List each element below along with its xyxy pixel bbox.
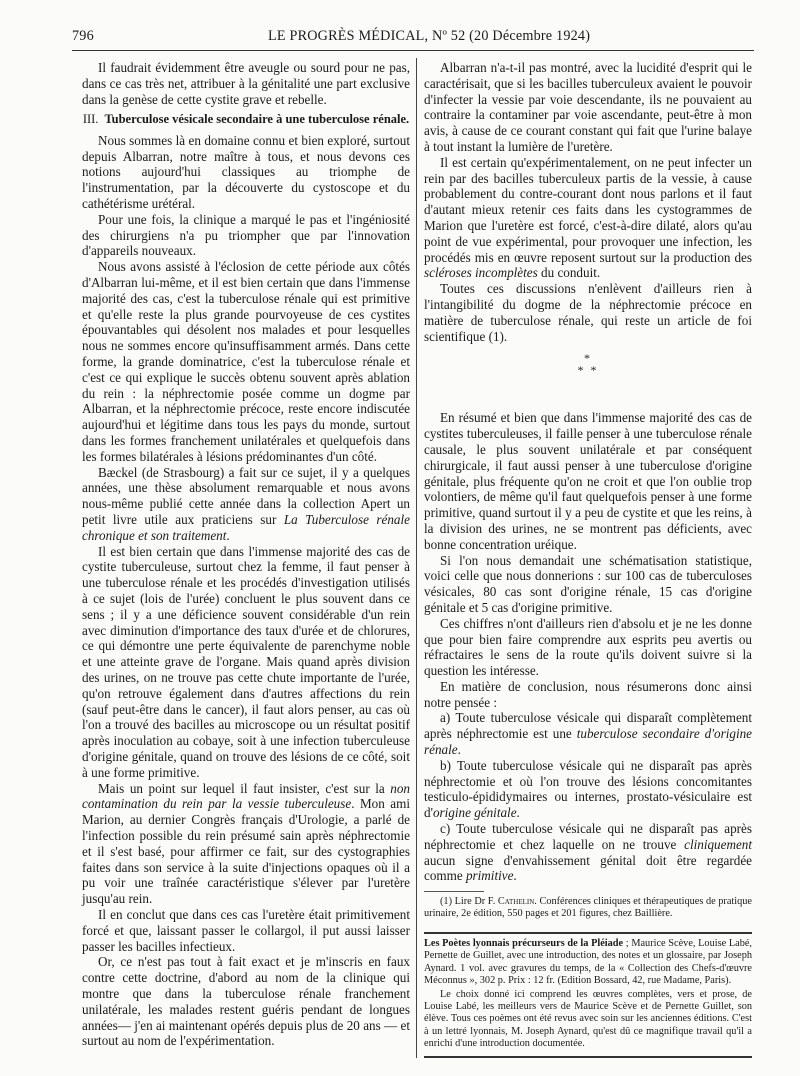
text-run: (1) Lire Dr F. [440, 896, 498, 908]
footnote [424, 896, 752, 920]
column-divider [416, 58, 417, 1058]
text-run: du conduit. [537, 265, 601, 281]
text-run: aucun signe d'envahissement génital doit être regardée comme [424, 852, 752, 884]
emphasis: origine génitale [432, 805, 517, 821]
book-review-box [424, 932, 752, 1058]
emphasis: non contamination du rein par la vessie tuberculeuse [82, 780, 410, 812]
text-run: ; Maurice Scève, Louise Labé, Pernette de Guillet, avec une introduction, des notes et un glossaire, par Joseph Aynard. 1 vol. avec gravures du temps, de la « Collection des Chefs-d'œuvre Méconnus », 302 p. Prix : 12 fr. (Edition Bossard, 42, rue Madame, Paris). [424, 938, 753, 986]
conclusion-item-a [424, 710, 752, 757]
emphasis: scléroses incomplètes [424, 265, 538, 281]
running-title: LE PROGRÈS MÉDICAL, Nº 52 (20 Décembre 1924) [268, 28, 591, 44]
author-name: Cathelin [497, 896, 535, 908]
text-run: . [457, 742, 461, 758]
conclusion-item-b [424, 758, 752, 821]
text-run: Mais un point sur lequel il faut insister, c'est sur la [98, 780, 391, 796]
book-review-entry [424, 938, 752, 987]
book-title: La Tuberculose rénale chronique et son traitement [82, 512, 410, 543]
text-run: c) Toute tuberculose vésicale qui ne disparaît pas après néphrectomie et chez laquelle on ne trouve [424, 821, 752, 852]
header-rule [72, 50, 754, 51]
paragraph: Ces chiffres n'ont d'ailleurs rien d'absolu et je ne les donne que pour bien faire comprendre aux esprits peu avertis ou réfractaires le sens de la route qu'ils doivent suivre si la question les intéresse. [424, 615, 752, 679]
text-run: b) Toute tuberculose vésicale qui ne disparaît pas après néphrectomie et où l'on trouve des lésions concomitantes testiculo-épididymaires ou internes, prostato-vésiculaire est d' [424, 757, 752, 821]
emphasis: cliniquement [684, 836, 752, 852]
paragraph [82, 781, 410, 907]
text-run: a) Toute tuberculose vésicale qui disparaît complètement après néphrectomie est une [424, 710, 752, 742]
conclusion-list [424, 710, 752, 884]
book-review-title: Les Poètes lyonnais précurseurs de la Pléiade [424, 938, 624, 950]
paragraph: Si l'on nous demandait une schématisation statistique, voici celle que nous donnerions : sur 100 cas de tuberculoses vésicales, 80 cas sont d'origine rénale, 15 cas d'origine génitale et 5 cas d'origine primitive. [424, 552, 752, 615]
paragraph: Toutes ces discussions n'enlèvent d'ailleurs rien à l'intangibilité du dogme de la néphrectomie précoce en matière de tuberculose rénale, qui reste un article de foi scientifique (1). [424, 281, 752, 344]
paragraph: En résumé et bien que dans l'immense majorité des cas de cystites tuberculeuses, il faille penser à une tuberculose rénale causale, le plus souvent unilatérale et par conséquent chirurgicale, il faut aussi penser à une tuberculose d'origine génitale, plus fréquente qu'on ne croit et que l'on oublie trop volontiers, de même qu'il faut quelquefois penser à une forme primitive, quand surtout il y a peu de cystite et que les reins, à la division des urines, ne se montrent pas déficients, avec bonne concentration uréique. [424, 410, 752, 552]
conclusion-item-c [424, 821, 752, 884]
running-header [72, 28, 752, 52]
paragraph [424, 155, 752, 281]
text-run: Bæckel (de Strasbourg) a fait sur ce sujet, il y a quelques années, une thèse absolument remarquable et nous avons nous-même publié cette année dans la collection Apert un petit livre utile aux praticiens sur [82, 464, 410, 528]
paragraph: Nous sommes là en domaine connu et bien exploré, surtout depuis Albarran, notre maître à tous, et nous devons ces notions aujourd'hui classiques au triomphe de l'instrumentation, par la découverte du cystoscope et du cathétérisme urétéral. [82, 132, 410, 212]
paragraph: En matière de conclusion, nous résumerons donc ainsi notre pensée : [424, 678, 752, 710]
emphasis: tuberculose secondaire d'origine rénale [424, 726, 752, 758]
text-run: Il est certain qu'expérimentalement, on ne peut infecter un rein par des bacilles tuberculeux partis de la vessie, à cause probablement du contre-courant dont nous parlons et il faut d'autant mieux retenir ces faits dans les cystogrammes de Marion que l'uretère est forcé, c'est-à-dire dilaté, alors qu'au point de vue expérimental, pour provoquer une infection, les procédés mis en œuvre reposent surtout sur la production des [424, 154, 752, 265]
section-heading [82, 112, 410, 127]
text-run: . [516, 805, 520, 821]
footnote-rule [424, 891, 484, 892]
paragraph: Il est bien certain que dans l'immense majorité des cas de cystite tuberculeuse, surtout chez la femme, il faut penser à une tuberculose rénale et les procédés d'investigation utilisés à ce sujet (lois de l'urée) concluent le plus souvent dans ce sens ; il y a une déficience souvent considérable d'un rein avec diminution d'importance des taux d'urée et de chlorures, ce qui démontre une perte équivalente de parenchyme noble et une atteinte grave de l'organe. Mais quand après division des urines, on ne trouve pas cette chute importante de l'urée, qu'on retrouve également dans d'autres affections du rein (sauf peut-être dans le cancer), il faut alors penser, au cas où l'on a trouvé des bacilles au microscope ou un résultat positif après inoculation au cobaye, soit à une infection tuberculeuse d'origine génitale, quand on trouve des lésions de ce côté, soit à une forme primitive. [82, 543, 410, 780]
paragraph [82, 465, 410, 544]
paragraph: Or, ce n'est pas tout à fait exact et je m'inscris en faux contre cette doctrine, d'abord au nom de la clinique qui montre que dans la tuberculose rénale franchement unilatérale, les malades restent guéris pendant de longues années— j'en ai maintenant opérés depuis plus de 20 ans — et surtout au nom de l'expérimentation. [82, 954, 410, 1049]
text-run: . Conférences cliniques et thérapeutiques de pratique urinaire, 2e édition, 550 pages et 201 figures, chez Baillière. [424, 896, 752, 920]
text-run: . [513, 868, 517, 884]
paragraph: Il faudrait évidemment être aveugle ou sourd pour ne pas, dans ce cas très net, attribuer à la génitalité une part exclusive dans la genèse de cette cystite grave et rebelle. [82, 60, 410, 107]
paragraph: Pour une fois, la clinique a marqué le pas et l'ingéniosité des chirurgiens n'a pu triompher que par l'innovation d'appareils nouveaux. [82, 211, 410, 259]
paragraph: Albarran n'a-t-il pas montré, avec la lucidité d'esprit qui le caractérisait, que si les bacilles tuberculeux avaient le pouvoir d'infecter la vessie par voie descendante, ils ne pouvaient au contraire la contaminer par voie ascendante, peut-être à mon avis, à cause de ce courant constant qui fait que l'urine balaye à tout instant la lumière de l'uretère. [424, 60, 752, 154]
page-number: 796 [72, 28, 94, 44]
section-title: Tuberculose vésicale secondaire à une tuberculose rénale. [104, 112, 410, 127]
text-run: . [226, 527, 230, 543]
text-run: . Mon ami Marion, au dernier Congrès français d'Urologie, a parlé de l'infection possible du rein présumé sain après néphrectomie et il s'est basé, pour affirmer ce fait, sur des cystographies faites dans son service à la suite d'injections opaques où il a pu voir une traînée caractéristique s'élever par l'uretère jusqu'au rein. [82, 796, 411, 907]
paragraph: Il en conclut que dans ces cas l'uretère était primitivement forcé et que, laissant passer le collargol, il put aussi laisser passer les bacilles infectieux. [82, 906, 410, 954]
emphasis: primitive [465, 868, 514, 884]
right-column [424, 60, 752, 1058]
paragraph: Nous avons assisté à l'éclosion de cette période aux côtés d'Albarran lui-même, et il est bien certain que dans l'immense majorité des cas, c'est la tuberculose rénale qui est primitive et qu'elle reste la plus grande pourvoyeuse de ces cystites épouvantables qui désolent nos malades et pour lesquelles nous ne sommes encore qu'insuffisamment armés. Dans cette forme, la grande dominatrice, c'est la tuberculose rénale et c'est ce qui explique le succès obtenu souvent après ablation du rein : la néphrectomie posée comme un dogme par Albarran, et la néphrectomie précoce, reste encore indiscutée aujourd'hui et légitime dans tous les pays du monde, surtout dans les formes franchement unilatérales et quelquefois dans les formes bilatérales à lésions prédominantes d'un côté. [82, 259, 410, 464]
book-review-text: Le choix donné ici comprend les œuvres complètes, vers et prose, de Louise Labé, les meilleurs vers de Maurice Scève et de Pernette Guillet, son élève. Tous ces poèmes ont été revus avec soin sur les anciennes éditions. C'est à un lettré lyonnais, M. Joseph Aynard, qu'est dû ce magnifique travail qu'il a enrichi d'une introduction documentée. [424, 989, 752, 1049]
section-number: III. [82, 112, 99, 127]
section-break-asterism: * * * [577, 351, 599, 378]
left-column [82, 60, 410, 1049]
